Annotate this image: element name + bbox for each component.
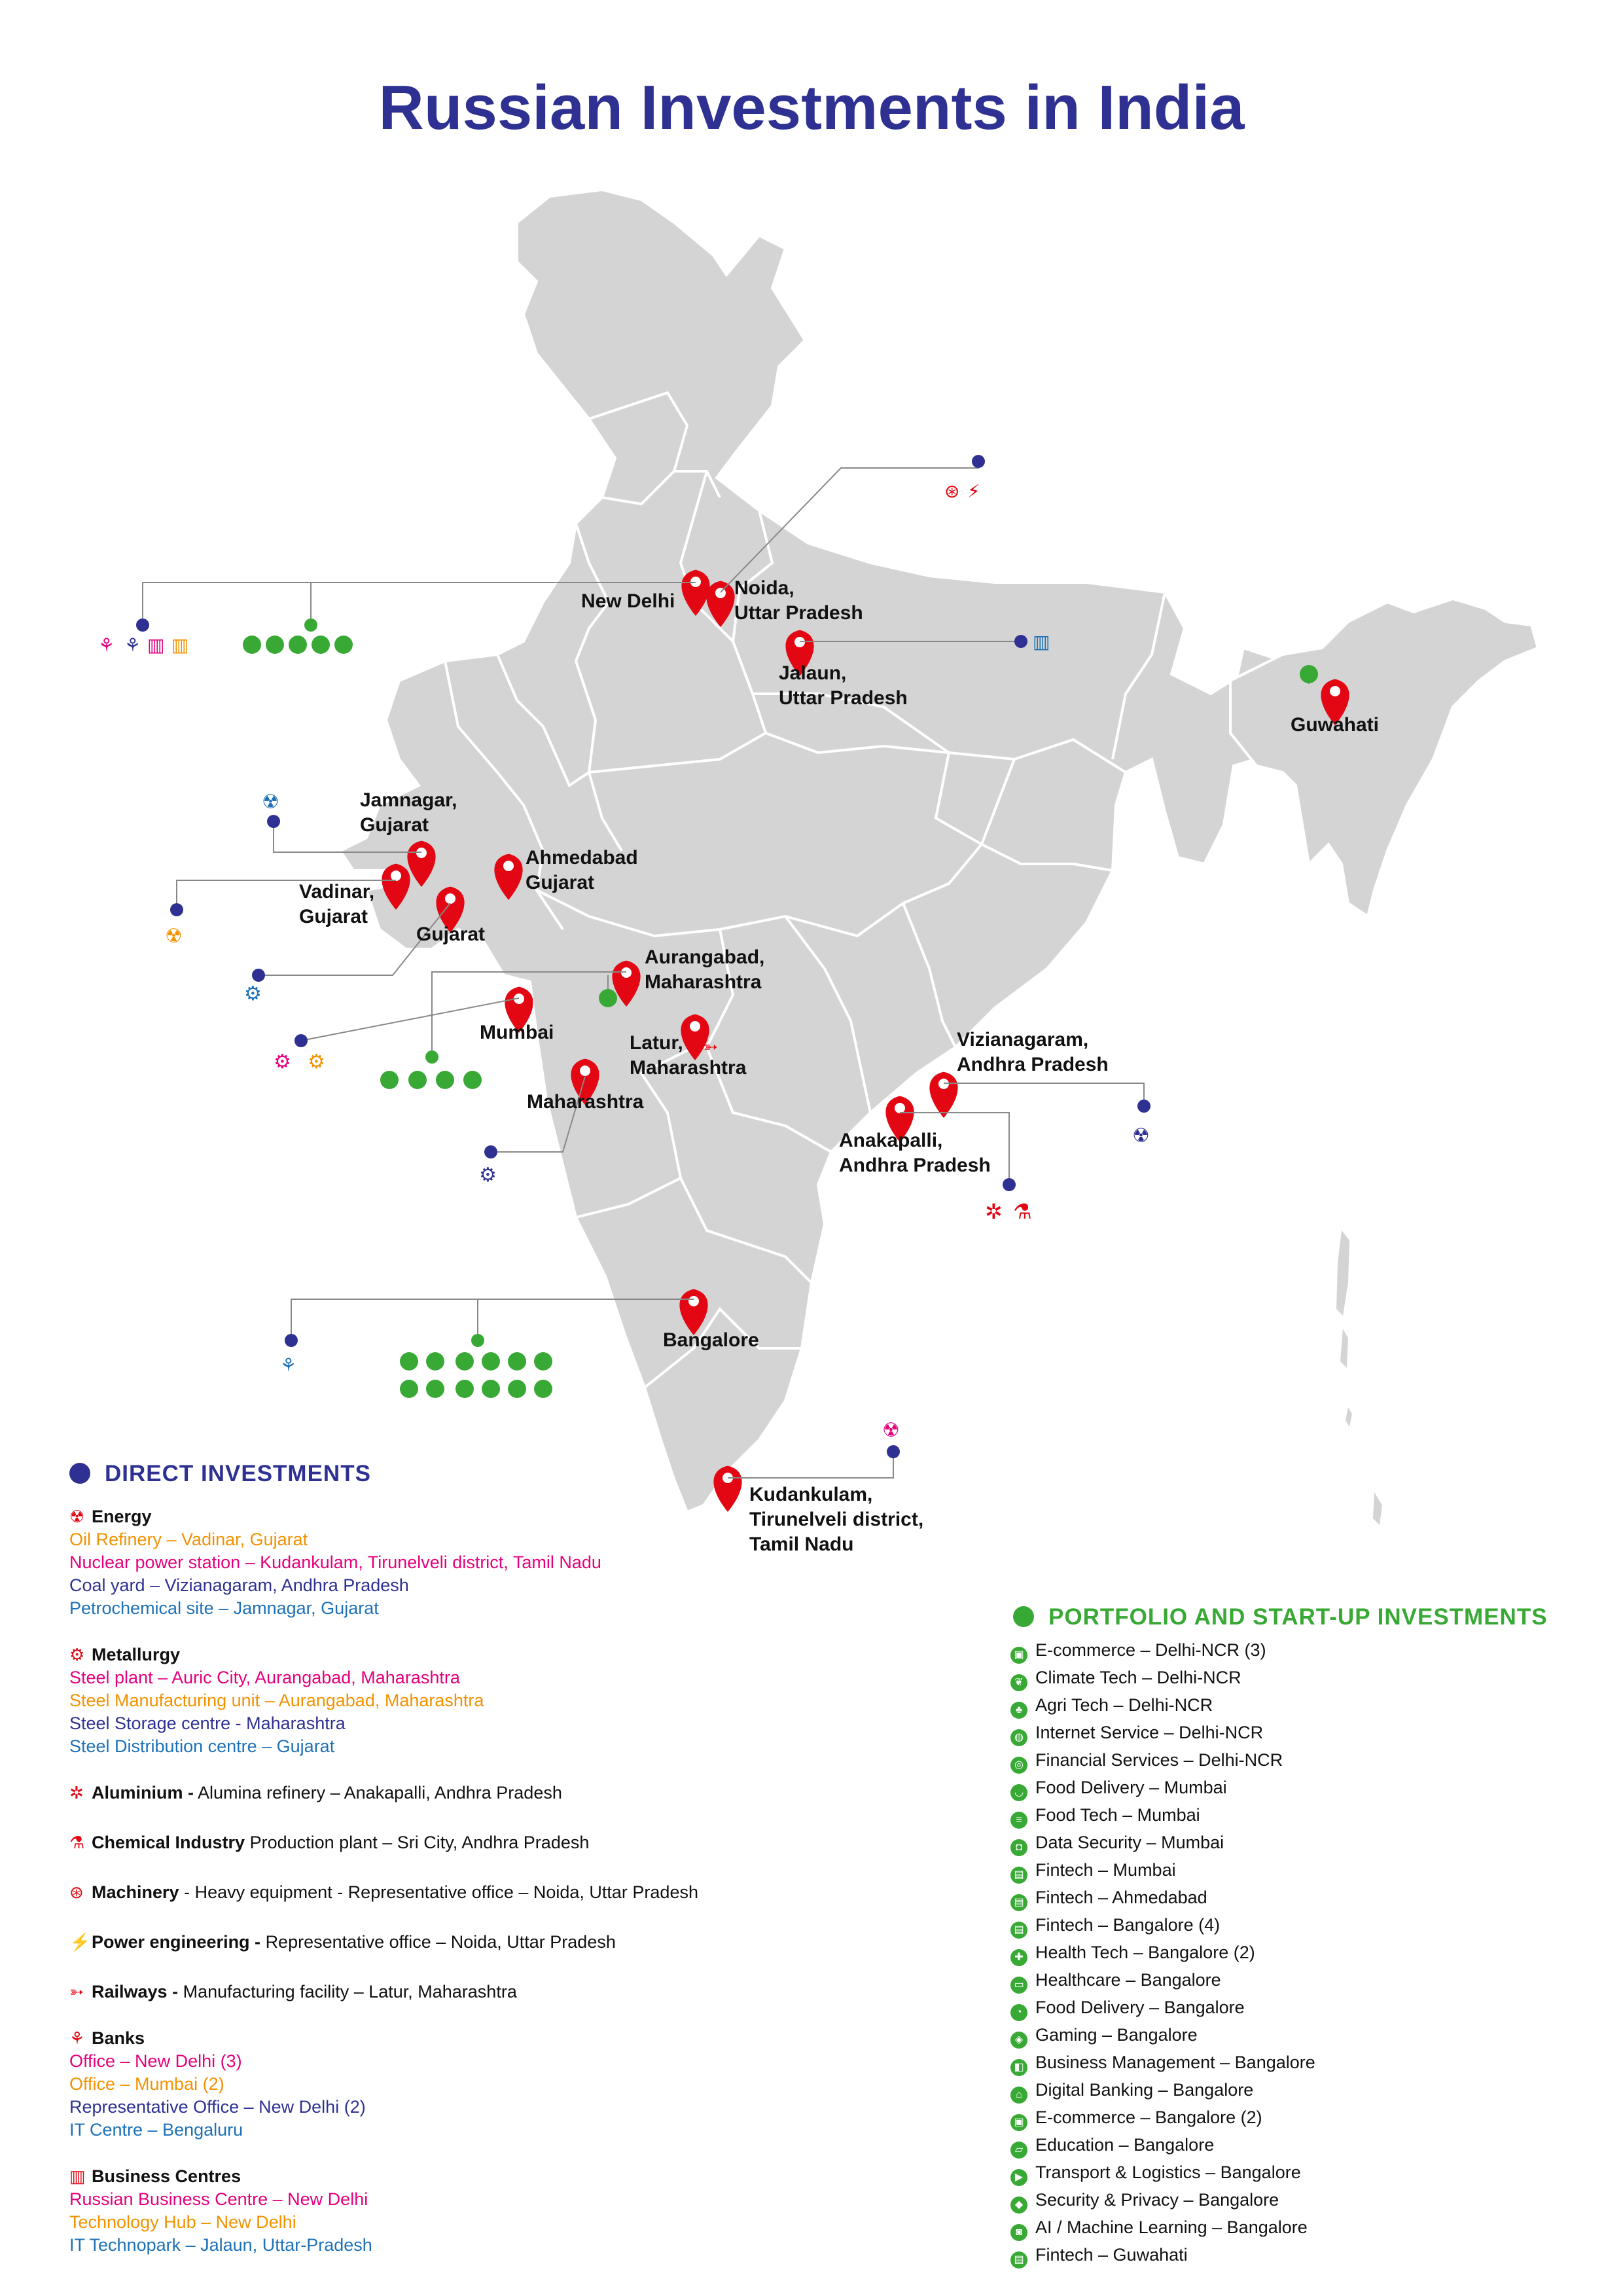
bed-icon: ▭ — [1010, 1977, 1027, 1994]
india-northeast — [1230, 599, 1538, 916]
label-bangalore: Bangalore — [663, 1329, 759, 1351]
portfolio-item — [1010, 2186, 1599, 2214]
robot-icon: ◙ — [1010, 2224, 1027, 2241]
group-railways: ➳ Railways - Manufacturing facility – Latur, Maharashtra — [69, 1981, 920, 2003]
hand-food-icon: ◔ — [1010, 2004, 1027, 2021]
portfolio-item-label: Fintech – Ahmedabad — [1035, 1888, 1207, 1907]
icon-cluster-noida — [944, 480, 980, 502]
group-machinery: ⊛ Machinery - Heavy equipment - Representative office – Noida, Uttar Pradesh — [69, 1881, 920, 1904]
pin-vizianagaram — [929, 1072, 957, 1118]
building-icon: ▥ — [147, 634, 165, 656]
portfolio-item — [1010, 1664, 1599, 1691]
burger-icon: ≡ — [1010, 1812, 1027, 1829]
power-icon: ⚡ — [967, 480, 980, 502]
portfolio-item — [1010, 1966, 1599, 1994]
energy-item: Oil Refinery – Vadinar, Gujarat — [69, 1530, 308, 1549]
portfolio-item — [1010, 1691, 1599, 1719]
card-icon: ▤ — [1010, 2251, 1027, 2269]
label-vizianagaram: Vizianagaram, Andhra Pradesh — [957, 1029, 1109, 1075]
icon-cluster-delhi-portfolio — [243, 636, 353, 654]
flask-icon: ⚗ — [69, 1833, 85, 1852]
gears-icon: ⚙ — [69, 1645, 85, 1664]
globe-icon: ◍ — [1010, 1729, 1027, 1746]
portfolio-item-label: Education – Bangalore — [1035, 2135, 1215, 2155]
power-icon: ⚡ — [69, 1932, 91, 1952]
briefcase-icon: ◧ — [1010, 2059, 1027, 2076]
bag-icon: ▣ — [1010, 1647, 1027, 1664]
label-kudankulam: Kudankulam, Tirunelveli district, Tamil Nadu — [749, 1484, 924, 1555]
gamepad-icon: ◈ — [1010, 2032, 1027, 2049]
card-icon: ▤ — [1010, 1894, 1027, 1911]
portfolio-item-label: Security & Privacy – Bangalore — [1035, 2190, 1279, 2210]
label-anakapalli: Anakapalli, Andhra Pradesh — [839, 1130, 991, 1176]
group-energy: ☢ Energy Oil Refinery – Vadinar, Gujarat Nuclear power station – Kudankulam, Tirunelveli district, Tamil Nadu Coal yard – Vizianagaram, Andhra Pradesh Petrochemical site – Jamnagar, Gujarat — [69, 1505, 920, 1620]
portfolio-item — [1010, 2049, 1599, 2076]
metallurgy-item: Steel Manufacturing unit – Aurangabad, Maharashtra — [69, 1691, 484, 1710]
gears-icon: ⚙ — [244, 982, 262, 1005]
portfolio-item-label: Gaming – Bangalore — [1035, 2025, 1198, 2045]
metallurgy-item: Steel plant – Auric City, Aurangabad, Maharashtra — [69, 1668, 460, 1687]
railways-icon: ➳ — [704, 1037, 718, 1057]
gears-icon: ⚙ — [479, 1164, 497, 1187]
business-item: IT Technopark – Jalaun, Uttar-Pradesh — [69, 2235, 372, 2255]
label-jamnagar: Jamnagar, Gujarat — [360, 789, 457, 836]
bank-icon: ⌂ — [1010, 2087, 1027, 2104]
portfolio-item-label: Fintech – Mumbai — [1035, 1860, 1176, 1880]
portfolio-item-label: Financial Services – Delhi-NCR — [1035, 1750, 1283, 1770]
group-chemical: ⚗ Chemical Industry Production plant – Sri City, Andhra Pradesh — [69, 1831, 920, 1854]
portfolio-item-label: AI / Machine Learning – Bangalore — [1035, 2217, 1308, 2237]
bank-item: Office – Mumbai (2) — [69, 2074, 224, 2094]
energy-icon: ☢ — [1132, 1124, 1150, 1147]
flask-icon: ⚗ — [1013, 1199, 1032, 1224]
portfolio-item — [1010, 1801, 1599, 1829]
health-icon: ✚ — [1010, 1949, 1027, 1966]
portfolio-item-label: E-commerce – Delhi-NCR (3) — [1035, 1640, 1266, 1660]
label-new-delhi: New Delhi — [581, 590, 675, 612]
andaman-islands — [1336, 1230, 1382, 1525]
aluminium-icon: ✲ — [985, 1199, 1003, 1224]
portfolio-item-label: Data Security – Mumbai — [1035, 1833, 1224, 1852]
truck-icon: ▶ — [1010, 2169, 1027, 2186]
bank-item: IT Centre – Bengaluru — [69, 2120, 243, 2140]
portfolio-item — [1010, 2241, 1599, 2269]
label-latur: Latur, Maharashtra — [630, 1032, 747, 1079]
laptop-icon: ▱ — [1010, 2142, 1027, 2159]
group-aluminium: ✲ Aluminium - Alumina refinery – Anakapalli, Andhra Pradesh — [69, 1782, 920, 1804]
energy-item: Petrochemical site – Jamnagar, Gujarat — [69, 1598, 379, 1618]
bank-icon: ⚘ — [69, 2028, 85, 2048]
label-gujarat: Gujarat — [416, 924, 486, 945]
portfolio-item-label: Internet Service – Delhi-NCR — [1035, 1723, 1264, 1742]
icon-cluster-delhi-direct — [98, 634, 188, 656]
icon-cluster-mumbai-portfolio — [380, 1071, 482, 1089]
machinery-icon: ⊛ — [69, 1882, 84, 1902]
portfolio-heading: PORTFOLIO AND START-UP INVESTMENTS — [1013, 1604, 1548, 1630]
bank-icon: ⚘ — [280, 1354, 297, 1376]
portfolio-item-label: Business Management – Bangalore — [1035, 2053, 1315, 2072]
group-metallurgy: ⚙ Metallurgy Steel plant – Auric City, Aurangabad, Maharashtra Steel Manufacturing unit – Aurangabad, Maharashtra Steel Storage centre - Maharashtra Steel Distribution centre – Gujarat — [69, 1643, 920, 1758]
direct-dot — [69, 1463, 90, 1484]
energy-item: Nuclear power station – Kudankulam, Tirunelveli district, Tamil Nadu — [69, 1552, 601, 1572]
portfolio-item-label: Food Tech – Mumbai — [1035, 1805, 1200, 1825]
energy-icon: ☢ — [882, 1419, 900, 1442]
label-vadinar: Vadinar, Gujarat — [299, 881, 375, 927]
portfolio-item — [1010, 1884, 1599, 1911]
energy-item: Coal yard – Vizianagaram, Andhra Pradesh — [69, 1575, 409, 1595]
portfolio-item — [1010, 1774, 1599, 1801]
label-mumbai: Mumbai — [480, 1022, 554, 1043]
group-banks: ⚘ Banks Office – New Delhi (3) Office – Mumbai (2) Representative Office – New Delhi (2) IT Centre – Bengaluru — [69, 2027, 920, 2142]
bank-icon: ⚘ — [98, 634, 115, 656]
group-power: ⚡Power engineering - Representative office – Noida, Uttar Pradesh — [69, 1931, 920, 1954]
india-mainland — [340, 190, 1361, 1512]
lock-icon: ◘ — [1010, 1839, 1027, 1856]
portfolio-item-label: Agri Tech – Delhi-NCR — [1035, 1695, 1213, 1715]
sprout-icon: ♣ — [1010, 1702, 1027, 1719]
coins-icon: ◎ — [1010, 1757, 1027, 1774]
icon-cluster-mumbai-direct — [274, 1050, 325, 1073]
machinery-icon: ⊛ — [944, 480, 960, 502]
direct-investments-list — [69, 1505, 920, 2280]
portfolio-item — [1010, 1829, 1599, 1856]
page-title: Russian Investments in India — [378, 73, 1245, 143]
portfolio-item — [1010, 2159, 1599, 2186]
group-business-centres: ▥ Business Centres Russian Business Centre – New Delhi Technology Hub – New Delhi IT Technopark – Jalaun, Uttar-Pradesh — [69, 2165, 920, 2257]
portfolio-item-label: Climate Tech – Delhi-NCR — [1035, 1668, 1241, 1687]
portfolio-item-label: Fintech – Bangalore (4) — [1035, 1915, 1221, 1935]
shield-icon: ◆ — [1010, 2197, 1027, 2214]
portfolio-item-label: Healthcare – Bangalore — [1035, 1970, 1221, 1990]
building-icon: ▥ — [69, 2166, 86, 2186]
business-item: Russian Business Centre – New Delhi — [69, 2189, 368, 2209]
icon-cluster-bangalore-portfolio — [400, 1352, 552, 1398]
bank-item: Representative Office – New Delhi (2) — [69, 2097, 366, 2117]
portfolio-item — [1010, 2076, 1599, 2104]
portfolio-item — [1010, 1719, 1599, 1746]
portfolio-item-label: Food Delivery – Mumbai — [1035, 1778, 1227, 1797]
label-aurangabad: Aurangabad, Maharashtra — [645, 946, 765, 993]
bank-item: Office – New Delhi (3) — [69, 2051, 242, 2071]
metallurgy-item: Steel Distribution centre – Gujarat — [69, 1736, 335, 1756]
business-item: Technology Hub – New Delhi — [69, 2212, 296, 2232]
portfolio-item — [1010, 1911, 1599, 1939]
direct-investments-heading: DIRECT INVESTMENTS — [69, 1461, 371, 1487]
fintech-icon — [599, 989, 617, 1007]
icon-cluster-anakapalli — [985, 1199, 1032, 1224]
metallurgy-item: Steel Storage centre - Maharashtra — [69, 1713, 346, 1733]
portfolio-item-label: E-commerce – Bangalore (2) — [1035, 2108, 1262, 2127]
portfolio-item — [1010, 2021, 1599, 2049]
portfolio-item-label: Food Delivery – Bangalore — [1035, 1998, 1245, 2017]
leaf-icon: ❦ — [1010, 1674, 1027, 1691]
energy-icon: ☢ — [262, 791, 279, 814]
gears-icon: ⚙ — [308, 1050, 325, 1073]
label-noida: Noida, Uttar Pradesh — [734, 577, 863, 624]
portfolio-item — [1010, 1994, 1599, 2021]
building-icon: ▥ — [171, 634, 189, 656]
label-guwahati: Guwahati — [1291, 714, 1380, 736]
portfolio-item-label: Transport & Logistics – Bangalore — [1035, 2162, 1301, 2182]
portfolio-item — [1010, 1856, 1599, 1884]
bank-icon: ⚘ — [124, 634, 141, 656]
gears-icon: ⚙ — [274, 1050, 291, 1073]
card-icon: ▤ — [1010, 1867, 1027, 1884]
portfolio-item-label: Digital Banking – Bangalore — [1035, 2080, 1254, 2100]
portfolio-list — [1010, 1636, 1599, 2269]
portfolio-dot — [1013, 1606, 1034, 1627]
bag-icon: ▣ — [1010, 2114, 1027, 2131]
label-maharashtra: Maharashtra — [527, 1091, 644, 1113]
portfolio-item — [1010, 2214, 1599, 2241]
bowl-icon: ◡ — [1010, 1784, 1027, 1801]
energy-icon: ☢ — [69, 1507, 85, 1526]
energy-icon: ☢ — [165, 925, 183, 948]
portfolio-item — [1010, 1636, 1599, 1664]
portfolio-item — [1010, 2131, 1599, 2159]
portfolio-item — [1010, 2104, 1599, 2131]
railways-icon: ➳ — [69, 1982, 84, 2001]
label-jalaun: Jalaun, Uttar Pradesh — [779, 662, 908, 709]
portfolio-item — [1010, 1939, 1599, 1966]
fintech-icon — [1300, 665, 1318, 683]
label-ahmedabad: Ahmedabad Gujarat — [526, 847, 638, 893]
card-icon: ▤ — [1010, 1922, 1027, 1939]
building-icon: ▥ — [1033, 631, 1050, 653]
portfolio-item — [1010, 1746, 1599, 1774]
portfolio-item-label: Fintech – Guwahati — [1035, 2245, 1188, 2265]
portfolio-item-label: Health Tech – Bangalore (2) — [1035, 1943, 1255, 1962]
aluminium-icon: ✲ — [69, 1783, 84, 1803]
